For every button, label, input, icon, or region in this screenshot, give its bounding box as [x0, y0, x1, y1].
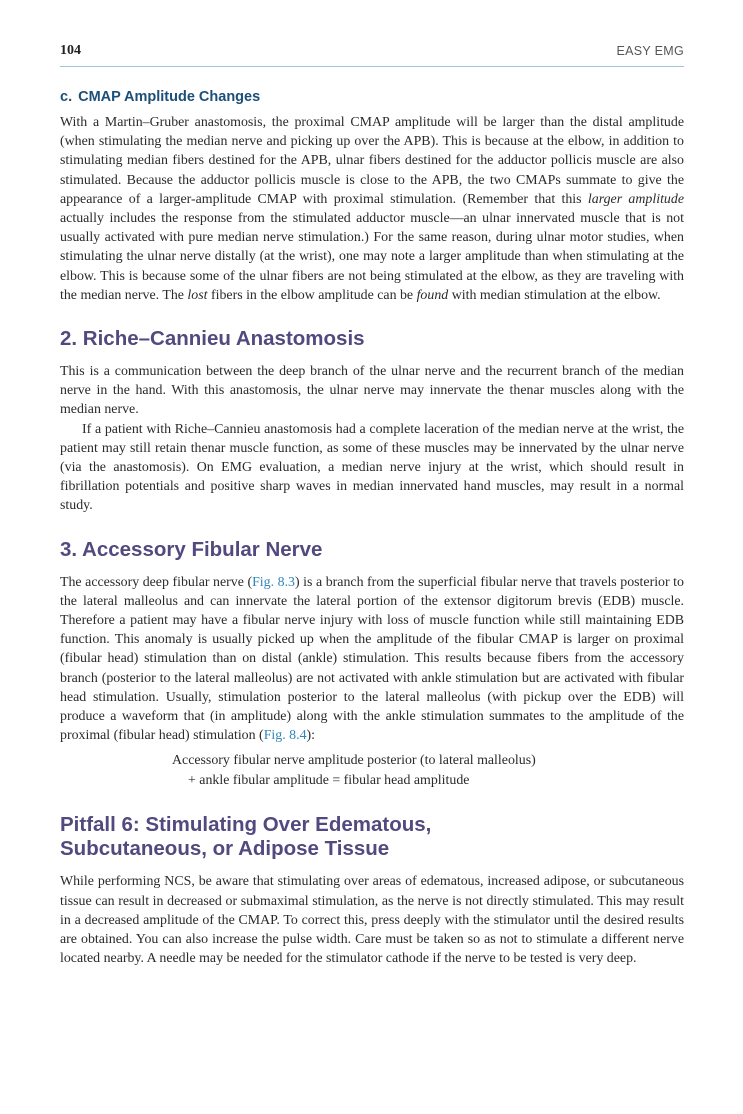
text-run: actually includes the response from the stimulated adductor muscle—an ulnar innervated muscle that is not usually activated with pure median nerve stimulation.) For the same reason, during ulnar motor studies, when stimulating the ulnar nerve distally (at the wrist), one may note a larger amplitude than when stimulating at the elbow. This is because some of the ulnar fibers are not being stimulated at the elbow, as they are traveling with the median nerve. The — [60, 211, 684, 303]
text-run: The accessory deep fibular nerve ( — [60, 574, 253, 590]
text-run: with median stimulation at the elbow. — [448, 287, 661, 303]
running-head: EASY EMG — [616, 44, 684, 58]
paragraph-riche-cannieu-2: If a patient with Riche–Cannieu anastomosis had a complete laceration of the median nerve at the wrist, the patient may still retain thenar muscle function, as some of these muscles may be innervated by the ulnar nerve (via the anastomosis). On EMG evaluation, a median nerve injury at the wrist, which should result in fibrillation potentials and positive sharp waves in median innervated hand muscles, may result in a normal study. — [60, 421, 684, 514]
emphasis-larger-amplitude: larger amplitude — [587, 191, 684, 207]
text-run: fibers in the elbow amplitude can be — [207, 287, 417, 303]
page-number: 104 — [60, 43, 81, 58]
text-run: With a Martin–Gruber anastomosis, the proximal CMAP amplitude will be larger than the distal amplitude (when stimulating the median nerve and picking up over the APB). This is because at the elbow, in addition to stimulating median fibers destined for the APB, ulnar fibers destined for the adductor pollicis muscle are also stimulated. Because the adductor pollicis muscle is close to the APB, the two CMAPs summate to give the appearance of a larger-amplitude CMAP with proximal stimulation. (Remember that this — [60, 115, 684, 207]
paragraph-cmap-amplitude — [60, 113, 684, 305]
paragraph-accessory-fibular — [60, 573, 684, 746]
pitfall-heading — [60, 813, 684, 861]
paragraph-pitfall-6: While performing NCS, be aware that stimulating over areas of edematous, increased adipose, or subcutaneous tissue can result in decreased or submaximal stimulation, as the nerve is not directly stimulated. This may result in a decreased amplitude of the CMAP. To correct this, press deeply with the stimulator until the desired results are obtained. You can also increase the pulse width. Care must be taken so as not to stimulate a different nerve located nearby. A needle may be needed for the stimulator cathode if the nerve to be tested is very deep. — [60, 874, 684, 967]
header-rule — [60, 66, 684, 67]
subsection-title: CMAP Amplitude Changes — [78, 89, 261, 105]
equation-block — [60, 751, 684, 791]
text-run: ) is a branch from the superficial fibular nerve that travels posterior to the lateral malleolus and can innervate the lateral portion of the extensor digitorum brevis (EDB) muscle. Therefore a patient may have a fibular nerve injury with loss of muscle function while still maintaining EDB function. This anomaly is usually picked up when the amplitude of the fibular CMAP is larger on proximal (fibular head) stimulation than on distal (ankle) stimulation. This results because fibers from the accessory branch (posterior to the lateral malleolus) are not activated with ankle stimulation but are activated with fibular head stimulation. Usually, stimulation posterior to the lateral malleolus (with pickup over the EDB) will produce a waveform that (in amplitude) along with the ankle stimulation summates to the amplitude of the proximal (fibular head) stimulation ( — [60, 574, 684, 744]
text-run: ): — [306, 728, 316, 744]
equation-line-2: + ankle fibular amplitude = fibular head amplitude — [188, 773, 470, 789]
pitfall-heading-line-2: Subcutaneous, or Adipose Tissue — [60, 837, 390, 861]
equation-line-1: Accessory fibular nerve amplitude posterior (to lateral malleolus) — [172, 753, 536, 769]
page-header — [60, 43, 684, 65]
paragraph-riche-cannieu-1: This is a communication between the deep branch of the ulnar nerve and the recurrent branch of the median nerve in the hand. With this anastomosis, the ulnar nerve may innervate the thenar muscles along with the median nerve. — [60, 364, 684, 418]
emphasis-lost: lost — [187, 287, 208, 303]
section-heading-accessory-fibular: 3. Accessory Fibular Nerve — [60, 537, 323, 561]
page-body — [60, 88, 684, 969]
subsection-heading-c — [60, 88, 684, 106]
figure-link-8-3[interactable]: Fig. 8.3 — [252, 574, 295, 590]
pitfall-heading-line-1: Pitfall 6: Stimulating Over Edematous, — [60, 813, 432, 837]
subsection-letter: c. — [60, 89, 73, 105]
figure-link-8-4[interactable]: Fig. 8.4 — [263, 728, 307, 744]
section-heading-riche-cannieu: 2. Riche–Cannieu Anastomosis — [60, 327, 365, 351]
emphasis-found: found — [416, 287, 449, 303]
